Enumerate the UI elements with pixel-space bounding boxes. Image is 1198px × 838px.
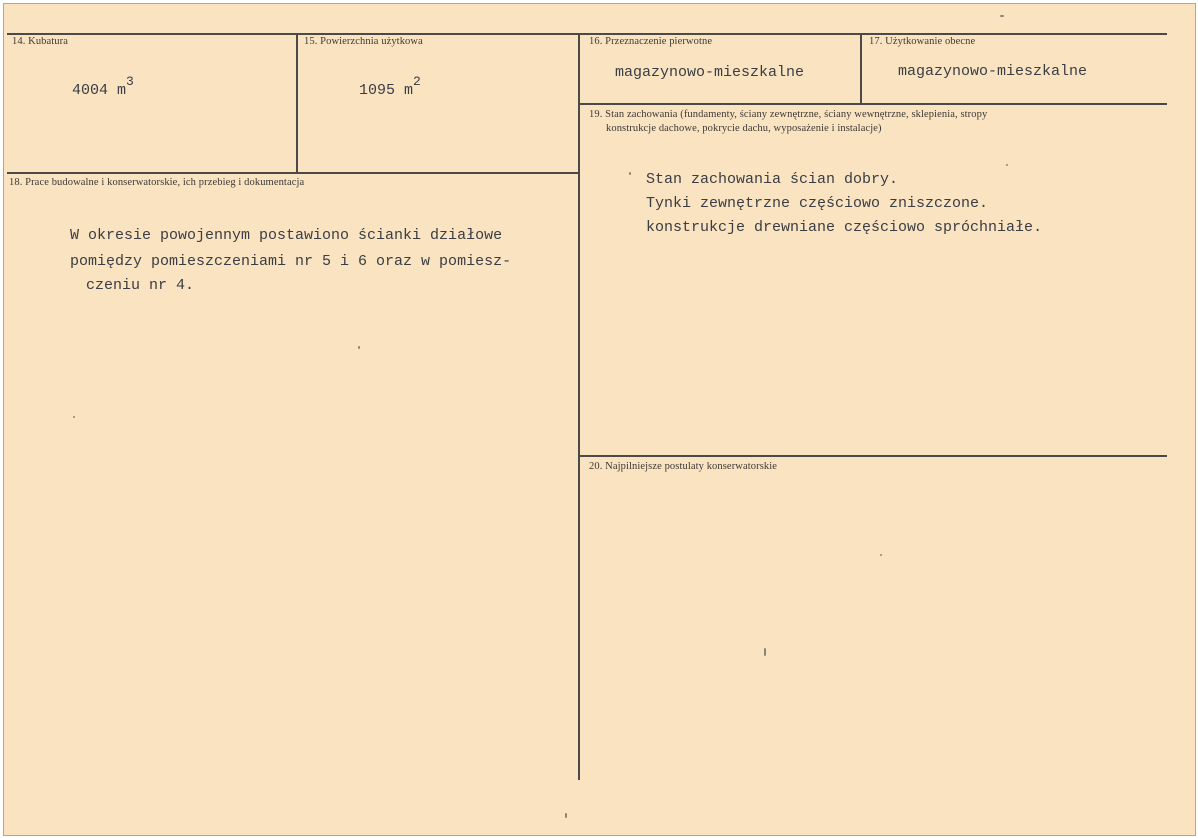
field-16-value: magazynowo-mieszkalne — [615, 64, 805, 81]
field-18-line-2: pomiędzy pomieszczeniami nr 5 i 6 oraz w pomiesz- — [70, 253, 512, 270]
field-18-line-3: czeniu nr 4. — [86, 277, 195, 294]
rule-above-18 — [7, 172, 578, 174]
paper-speck — [880, 554, 882, 556]
top-rule — [7, 33, 1167, 35]
field-14-number: 4004 m — [72, 82, 127, 99]
field-18-line-1: W okresie powojennym postawiono ścianki działowe — [70, 227, 503, 244]
paper-speck — [629, 172, 631, 175]
divider-14-15 — [296, 34, 298, 172]
field-19-label-line-1: 19. Stan zachowania (fundamenty, ściany zewnętrzne, ściany wewnętrzne, sklepienia, stropy — [589, 109, 988, 120]
field-15-label: 15. Powierzchnia użytkowa — [304, 36, 423, 47]
paper-speck — [1000, 15, 1004, 17]
field-15-exponent: 2 — [413, 74, 421, 89]
paper-speck — [565, 813, 567, 818]
field-19-line-2: Tynki zewnętrzne częściowo zniszczone. — [646, 195, 989, 212]
main-vertical-divider — [578, 34, 580, 780]
paper-speck — [73, 416, 75, 418]
field-15-number: 1095 m — [359, 82, 414, 99]
field-19-line-1: Stan zachowania ścian dobry. — [646, 171, 899, 188]
divider-16-17 — [860, 34, 862, 104]
field-18-label: 18. Prace budowalne i konserwatorskie, ich przebieg i dokumentacja — [9, 177, 305, 188]
field-14-value — [72, 74, 134, 99]
paper-speck — [358, 346, 360, 349]
paper-speck — [764, 648, 766, 656]
field-14-label: 14. Kubatura — [12, 36, 69, 47]
field-16-label: 16. Przeznaczenie pierwotne — [589, 36, 713, 47]
field-19-label-line-2: konstrukcje dachowe, pokrycie dachu, wyposażenie i instalacje) — [606, 123, 882, 134]
field-15-value — [359, 74, 421, 99]
field-19-line-3: konstrukcje drewniane częściowo spróchniałe. — [646, 219, 1043, 236]
paper-speck — [1006, 164, 1008, 166]
field-20-label: 20. Najpilniejsze postulaty konserwatorskie — [589, 461, 778, 472]
field-17-label: 17. Użytkowanie obecne — [869, 36, 976, 47]
field-17-value: magazynowo-mieszkalne — [898, 63, 1088, 80]
field-14-exponent: 3 — [126, 74, 134, 89]
rule-above-19 — [580, 103, 1167, 105]
inventory-card — [3, 3, 1196, 836]
rule-above-20 — [580, 455, 1167, 457]
